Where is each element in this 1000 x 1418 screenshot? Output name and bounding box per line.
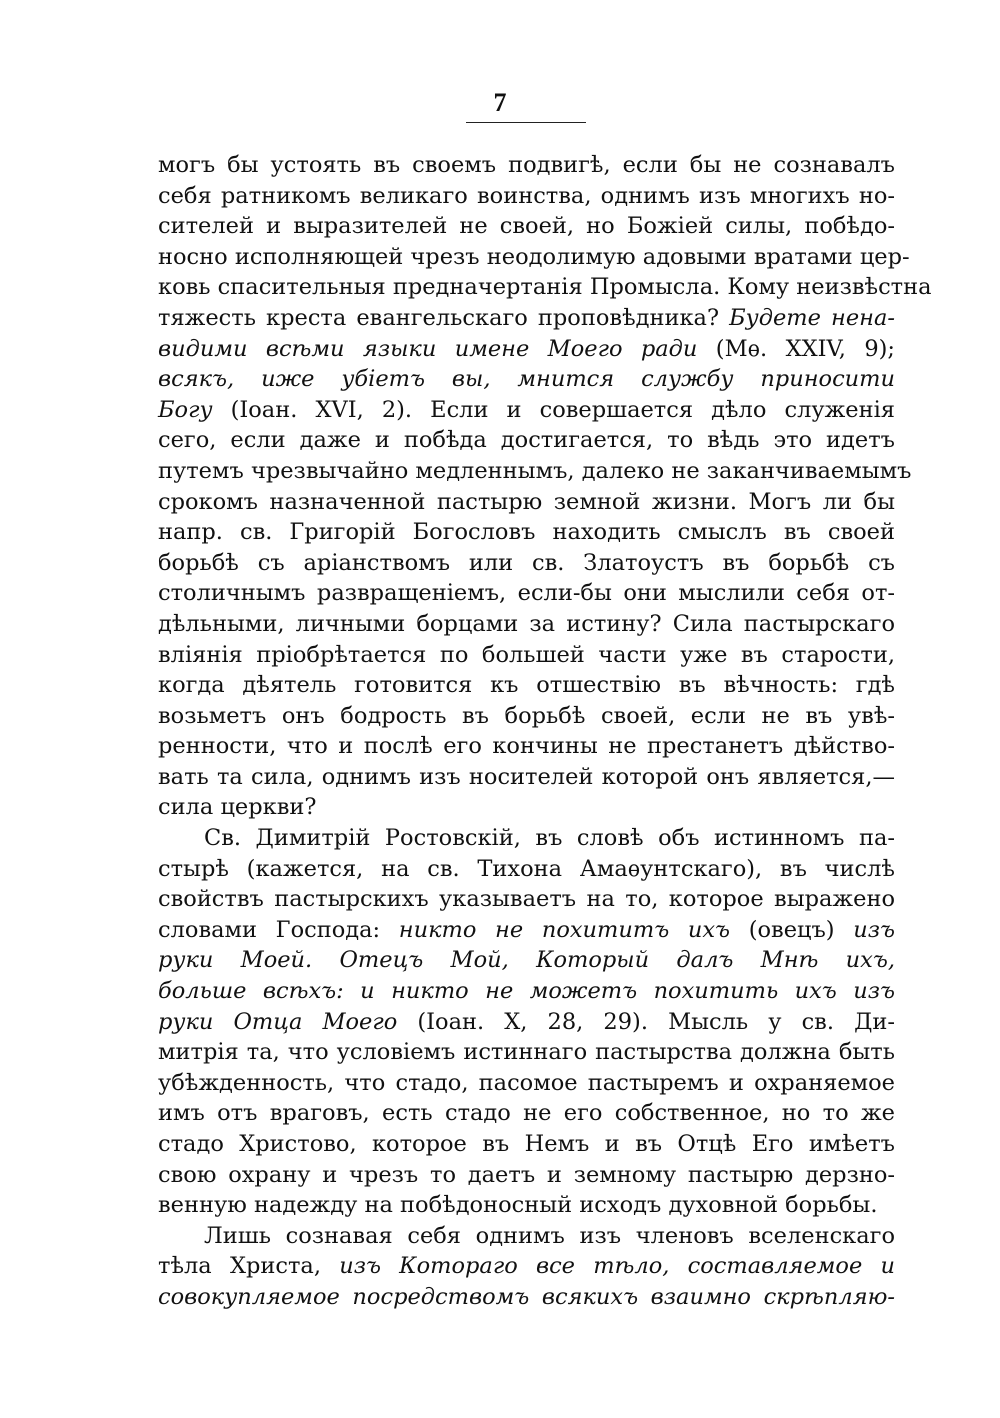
- text-segment: вліянія пріобрѣтается по большей части уже въ старости,: [158, 641, 895, 668]
- text-segment: митрія та, что условіемъ истиннаго пастырства должна быть: [158, 1039, 895, 1066]
- text-line: [158, 150, 895, 181]
- text-segment: Св. Димитрій Ростовскій, въ словѣ объ истинномъ па-: [204, 825, 895, 852]
- text-segment: столичнымъ развращеніемъ, если-бы они мыслили себя от-: [158, 580, 895, 607]
- text-segment: сего, если даже и побѣда достигается, то вѣдь это идетъ: [158, 427, 895, 454]
- text-segment: путемъ чрезвычайно медленнымъ, далеко не заканчиваемымъ: [158, 457, 912, 484]
- text-line: [158, 1098, 895, 1129]
- text-line: [158, 792, 895, 823]
- text-line: [158, 609, 895, 640]
- text-line: [158, 548, 895, 579]
- text-line: [158, 211, 895, 242]
- text-segment: убѣжденность, что стадо, пасомое пастыремъ и охраняемое: [158, 1069, 895, 1096]
- text-line: [158, 1221, 895, 1252]
- text-segment: тяжесть креста евангельскаго проповѣдника?: [158, 304, 730, 331]
- text-line: [158, 578, 895, 609]
- text-line: [158, 670, 895, 701]
- text-line: [158, 976, 895, 1007]
- text-line: [158, 303, 895, 334]
- italic-quote: руки Отца Моего: [158, 1008, 398, 1035]
- text-line: [158, 1282, 895, 1313]
- text-line: [158, 1129, 895, 1160]
- text-line: [158, 272, 932, 303]
- text-segment: (овецъ): [730, 916, 854, 943]
- text-segment: (Мѳ. XXIV, 9);: [697, 335, 896, 362]
- text-segment: себя ратникомъ великаго воинства, однимъ изъ многихъ но-: [158, 182, 895, 209]
- text-segment: ковь спасительныя предначертанія Промысла. Кому неизвѣстна: [158, 274, 932, 301]
- text-line: [158, 181, 895, 212]
- text-line: [158, 425, 895, 456]
- text-segment: стадо Христово, которое въ Немъ и въ Отцѣ Его имѣетъ: [158, 1131, 895, 1157]
- text-line: [158, 395, 895, 426]
- text-segment: вать та сила, однимъ изъ носителей которой онъ является,—: [158, 763, 895, 790]
- italic-quote: Богу: [158, 396, 213, 423]
- text-segment: словами Господа:: [158, 916, 399, 943]
- text-line: [158, 1068, 895, 1099]
- italic-quote: больше всѣхъ: и никто не можетъ похитить ихъ изъ: [158, 978, 895, 1005]
- text-segment: могъ бы устоять въ своемъ подвигѣ, если бы не сознавалъ: [158, 152, 895, 178]
- italic-quote: руки Моей. Отецъ Мой, Который далъ Мнѣ ихъ,: [158, 947, 895, 974]
- text-segment: тѣла Христа,: [158, 1253, 340, 1280]
- text-line: [158, 945, 895, 976]
- text-line: [158, 701, 895, 732]
- text-line: [158, 1190, 895, 1221]
- text-segment: сила церкви?: [158, 794, 317, 821]
- text-segment: Лишь сознавая себя однимъ изъ членовъ вселенскаго: [204, 1222, 895, 1249]
- text-line: [158, 1037, 895, 1068]
- italic-quote: изъ: [853, 916, 895, 943]
- text-segment: дѣльными, личными борцами за истину? Сила пастырскаго: [158, 610, 895, 637]
- body-text: [158, 150, 932, 1313]
- text-segment: ренности, что и послѣ его кончины не престанетъ дѣйство-: [158, 733, 895, 760]
- text-line: [158, 242, 910, 273]
- italic-quote: совокупляемое посредствомъ всякихъ взаимно скрѣпляю-: [158, 1283, 895, 1310]
- text-segment: борьбѣ съ аріанствомъ или св. Златоустъ въ борьбѣ съ: [158, 549, 895, 576]
- italic-quote: всякъ, иже убіетъ вы, мнится службу приносити: [158, 366, 895, 393]
- text-line: [158, 487, 895, 518]
- text-line: [158, 456, 912, 487]
- text-line: [158, 915, 895, 946]
- text-segment: когда дѣятель готовится къ отшествію въ вѣчность: гдѣ: [158, 672, 895, 699]
- text-segment: сителей и выразителей не своей, но Божіей силы, побѣдо-: [158, 213, 895, 240]
- text-segment: венную надежду на побѣдоносный исходъ духовной борьбы.: [158, 1192, 878, 1219]
- text-line: [158, 731, 895, 762]
- text-segment: свою охрану и чрезъ то даетъ и земному пастырю дерзно-: [158, 1161, 895, 1188]
- text-line: [158, 762, 895, 793]
- text-line: [158, 1007, 895, 1038]
- text-segment: возьметъ онъ бодрость въ борьбѣ своей, если не въ увѣ-: [158, 702, 895, 729]
- text-segment: свойствъ пастырскихъ указываетъ на то, которое выражено: [158, 886, 895, 913]
- text-line: [158, 1160, 895, 1191]
- page-number: 7: [493, 88, 507, 117]
- text-line: [158, 823, 895, 854]
- text-line: [158, 854, 895, 885]
- text-segment: срокомъ назначенной пастырю земной жизни. Могъ ли бы: [158, 488, 895, 515]
- text-line: [158, 884, 895, 915]
- text-line: [158, 1251, 895, 1282]
- italic-quote: видими всѣми языки имене Моего ради: [158, 335, 698, 362]
- text-line: [158, 640, 895, 671]
- header-rule: [466, 122, 586, 123]
- text-segment: напр. св. Григорій Богословъ находить смыслъ въ своей: [158, 519, 895, 546]
- text-line: [158, 517, 895, 548]
- text-segment: имъ отъ враговъ, есть стадо не его собственное, но то же: [158, 1100, 895, 1127]
- text-line: [158, 364, 895, 395]
- text-segment: (Іоан. XVI, 2). Если и совершается дѣло служенія: [212, 396, 895, 423]
- text-line: [158, 334, 895, 365]
- text-segment: (Іоан. X, 28, 29). Мысль у св. Ди-: [397, 1008, 895, 1035]
- italic-quote: никто не похититъ ихъ: [398, 916, 731, 943]
- italic-quote: изъ Котораго все тѣло, составляемое и: [339, 1253, 895, 1280]
- italic-quote: Будете нена-: [729, 304, 895, 331]
- text-segment: стырѣ (кажется, на св. Тихона Амаѳунтскаго), въ числѣ: [158, 855, 895, 882]
- text-segment: носно исполняющей чрезъ неодолимую адовыми вратами цер-: [158, 243, 910, 270]
